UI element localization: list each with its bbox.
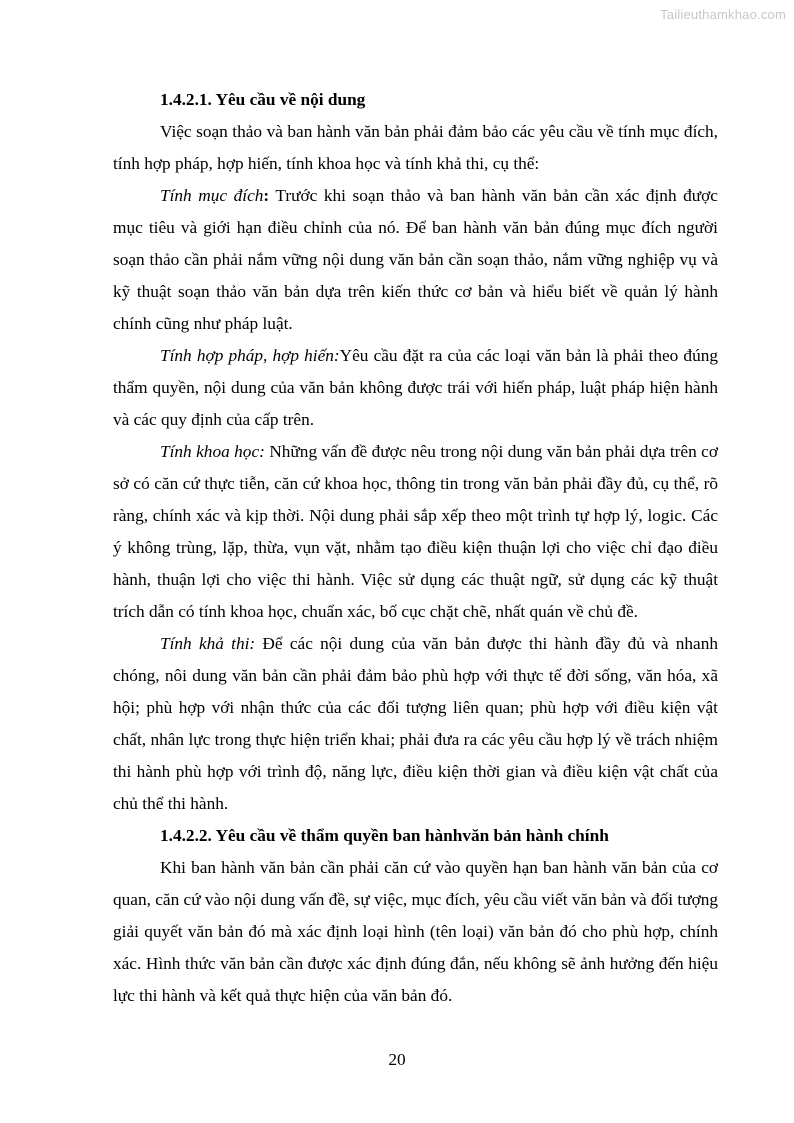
lead-separator: : <box>263 186 270 205</box>
paragraph-lead: Tính khả thi: <box>160 634 256 653</box>
section-heading-1-4-2-1: 1.4.2.1. Yêu cầu về nội dung <box>160 90 366 109</box>
page-number: 20 <box>388 1050 406 1069</box>
paragraph-tinh-muc-dich <box>113 180 718 340</box>
paragraph-lead: Tính mục đích <box>160 186 264 205</box>
paragraph-text: Để các nội dung của văn bản được thi hành đầy đủ và nhanh chóng, nôi dung văn bản cần phải đảm bảo phù hợp với thực tế đời sống, văn hóa, xã hội; phù hợp với nhận thức của các đối tượng liên quan; phù hợp với điều kiện vật chất, nhân lực trong thực hiện triển khai; phải đưa ra các yêu cầu hợp lý về trách nhiệm thi hành phù hợp với trình độ, năng lực, điều kiện thời gian và điều kiện vật chất của chủ thể thi hành. <box>113 634 718 813</box>
paragraph-text: Trước khi soạn thảo và ban hành văn bản cần xác định được mục tiêu và giới hạn điều chỉnh của nó. Để ban hành văn bản đúng mục đích người soạn thảo cần phải nắm vững nội dung văn bản cần soạn thảo, nắm vững nghiệp vụ và kỹ thuật soạn thảo văn bản dựa trên kiến thức cơ bản và hiểu biết về quản lý hành chính cũng như pháp luật. <box>113 186 718 333</box>
paragraph-tinh-kha-thi <box>113 628 718 820</box>
paragraph-text: Yêu cầu đặt ra của các loại văn bản là phải theo đúng thẩm quyền, nội dung của văn bản không được trái với hiến pháp, luật pháp hiện hành và các quy định của cấp trên. <box>113 346 718 429</box>
paragraph-tinh-khoa-hoc <box>113 436 718 628</box>
paragraph-text: Những vấn đề được nêu trong nội dung văn bản phải dựa trên cơ sở có căn cứ thực tiễn, căn cứ khoa học, thông tin trong văn bản phải đầy đủ, cụ thể, rõ ràng, chính xác và kịp thời. Nội dung phải sắp xếp theo một trình tự hợp lý, logic. Các ý không trùng, lặp, thừa, vụn vặt, nhằm tạo điều kiện thuận lợi cho việc chỉ đạo điều hành, thuận lợi cho việc thi hành. Việc sử dụng các thuật ngữ, sử dụng các kỹ thuật trích dẫn có tính khoa học, chuẩn xác, bố cục chặt chẽ, nhất quán về chủ đề. <box>113 442 718 621</box>
section-heading-1-4-2-2: 1.4.2.2. Yêu cầu về thẩm quyền ban hànhvăn bản hành chính <box>160 826 609 845</box>
section-body: Khi ban hành văn bản cần phải căn cứ vào quyền hạn ban hành văn bản của cơ quan, căn cứ vào nội dung vấn đề, sự việc, mục đích, yêu cầu viết văn bản và đối tượng giải quyết văn bản đó mà xác định loại hình (tên loại) văn bản đó cho phù hợp, chính xác. Hình thức văn bản cần được xác định đúng đắn, nếu không sẽ ảnh hưởng đến hiệu lực thi hành và kết quả thực hiện của văn bản đó. <box>113 858 718 1005</box>
section-intro: Việc soạn thảo và ban hành văn bản phải đảm bảo các yêu cầu về tính mục đích, tính hợp pháp, hợp hiến, tính khoa học và tính khả thi, cụ thể: <box>113 122 718 173</box>
watermark: Tailieuthamkhao.com <box>660 7 786 22</box>
paragraph-lead: Tính hợp pháp, hợp hiến: <box>160 346 340 365</box>
document-page <box>113 84 718 1012</box>
paragraph-tinh-hop-phap <box>113 340 718 436</box>
paragraph-lead: Tính khoa học: <box>160 442 265 461</box>
